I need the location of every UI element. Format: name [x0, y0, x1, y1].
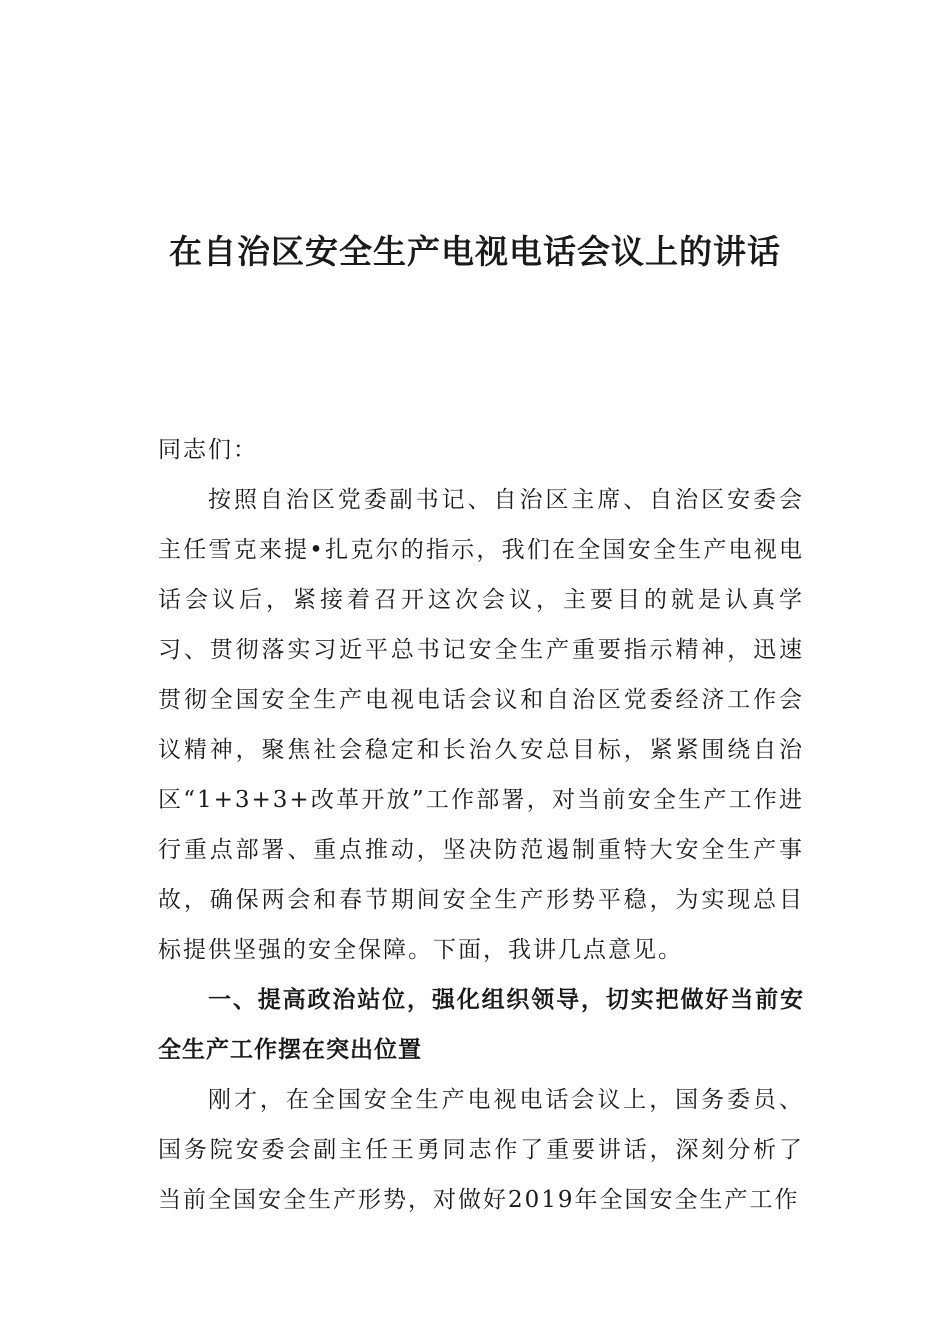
section-paragraph: 刚才，在全国安全生产电视电话会议上，国务委员、国务院安委会副主任王勇同志作了重要讲话，深刻分析了当前全国安全生产形势，对做好2019年全国安全生产工作 [158, 1087, 804, 1213]
document-body [158, 425, 804, 1225]
document-title: 在自治区安全生产电视电话会议上的讲话 [169, 232, 781, 271]
salutation: 同志们： [158, 437, 258, 463]
section-heading: 一、提高政治站位，强化组织领导，切实把做好当前安全生产工作摆在突出位置 [158, 987, 804, 1063]
intro-paragraph: 按照自治区党委副书记、自治区主席、自治区安委会主任雪克来提•扎克尔的指示，我们在全国安全生产电视电话会议后，紧接着召开这次会议，主要目的就是认真学习、贯彻落实习近平总书记安全生产重要指示精神，迅速贯彻全国安全生产电视电话会议和自治区党委经济工作会议精神，聚焦社会稳定和长治久安总目标，紧紧围绕自治区“1+3+3+改革开放”工作部署，对当前安全生产工作进行重点部署、重点推动，坚决防范遏制重特大安全生产事故，确保两会和春节期间安全生产形势平稳，为实现总目标提供坚强的安全保障。下面，我讲几点意见。 [158, 487, 804, 963]
